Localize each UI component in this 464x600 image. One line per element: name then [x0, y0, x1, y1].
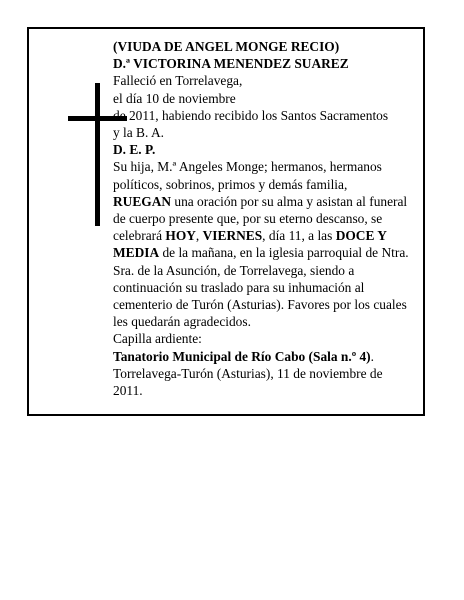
family-line-1: Su hija, M.ª Angeles Monge; hermanos, hermanos [113, 159, 382, 175]
family-line-2: políticos, sobrinos, primos y demás familia, [113, 176, 348, 192]
ruegan-line-1 [113, 193, 425, 210]
footer-line-1: Torrelavega-Turón (Asturias), 11 de noviembre de [113, 365, 383, 381]
viernes-text: VIERNES [202, 228, 263, 244]
footer-line-2: 2011. [113, 383, 143, 399]
header-line [113, 38, 425, 55]
ruegan-line-3 [113, 227, 425, 244]
capilla-place-end: . [370, 348, 374, 364]
ruegan-line-4-rest: de la mañana, en la iglesia parroquial de Ntra. [159, 245, 409, 261]
doce-y-text: DOCE Y [335, 228, 387, 244]
dep-text: D. E. P. [113, 142, 156, 158]
ruegan-keyword: RUEGAN [113, 193, 172, 209]
ruegan-line-1-rest: una oración por su alma y asistan al funeral [171, 193, 408, 209]
ruegan-line-4 [113, 244, 425, 261]
capilla-place-text: Tanatorio Municipal de Río Cabo (Sala n.º 4) [113, 348, 371, 364]
capilla-place [113, 348, 425, 365]
death-line-2: el día 10 de noviembre [113, 90, 236, 106]
ruegan-line-6: continuación su traslado para su inhumación al [113, 279, 365, 295]
death-line-3: de 2011, habiendo recibido los Santos Sacramentos [113, 107, 389, 123]
ruegan-line-8: les quedarán agradecidos. [113, 314, 251, 330]
ruegan-line-5: Sra. de la Asunción, de Torrelavega, siendo a [113, 262, 355, 278]
dep-line [113, 141, 425, 158]
death-line-1: Falleció en Torrelavega, [113, 73, 243, 89]
capilla-label: Capilla ardiente: [113, 331, 202, 347]
ruegan-line-3-pre: celebrará [113, 228, 166, 244]
deceased-name-text: D.ª VICTORINA MENENDEZ SUAREZ [113, 56, 349, 72]
death-line-4: y la B. A. [113, 125, 164, 141]
ruegan-line-7: cementerio de Turón (Asturias). Favores por los cuales [113, 297, 407, 313]
cross-icon [95, 83, 100, 226]
deceased-name [113, 55, 425, 72]
comma-sep: , [195, 228, 203, 244]
obituary-text [113, 38, 425, 399]
ruegan-line-3-mid: , día 11, a las [262, 228, 336, 244]
hoy-text: HOY [165, 228, 196, 244]
ruegan-line-2: de cuerpo presente que, por su eterno descanso, se [113, 211, 383, 227]
media-text: MEDIA [113, 245, 160, 261]
header-line-text: (VIUDA DE ANGEL MONGE RECIO) [113, 39, 340, 54]
